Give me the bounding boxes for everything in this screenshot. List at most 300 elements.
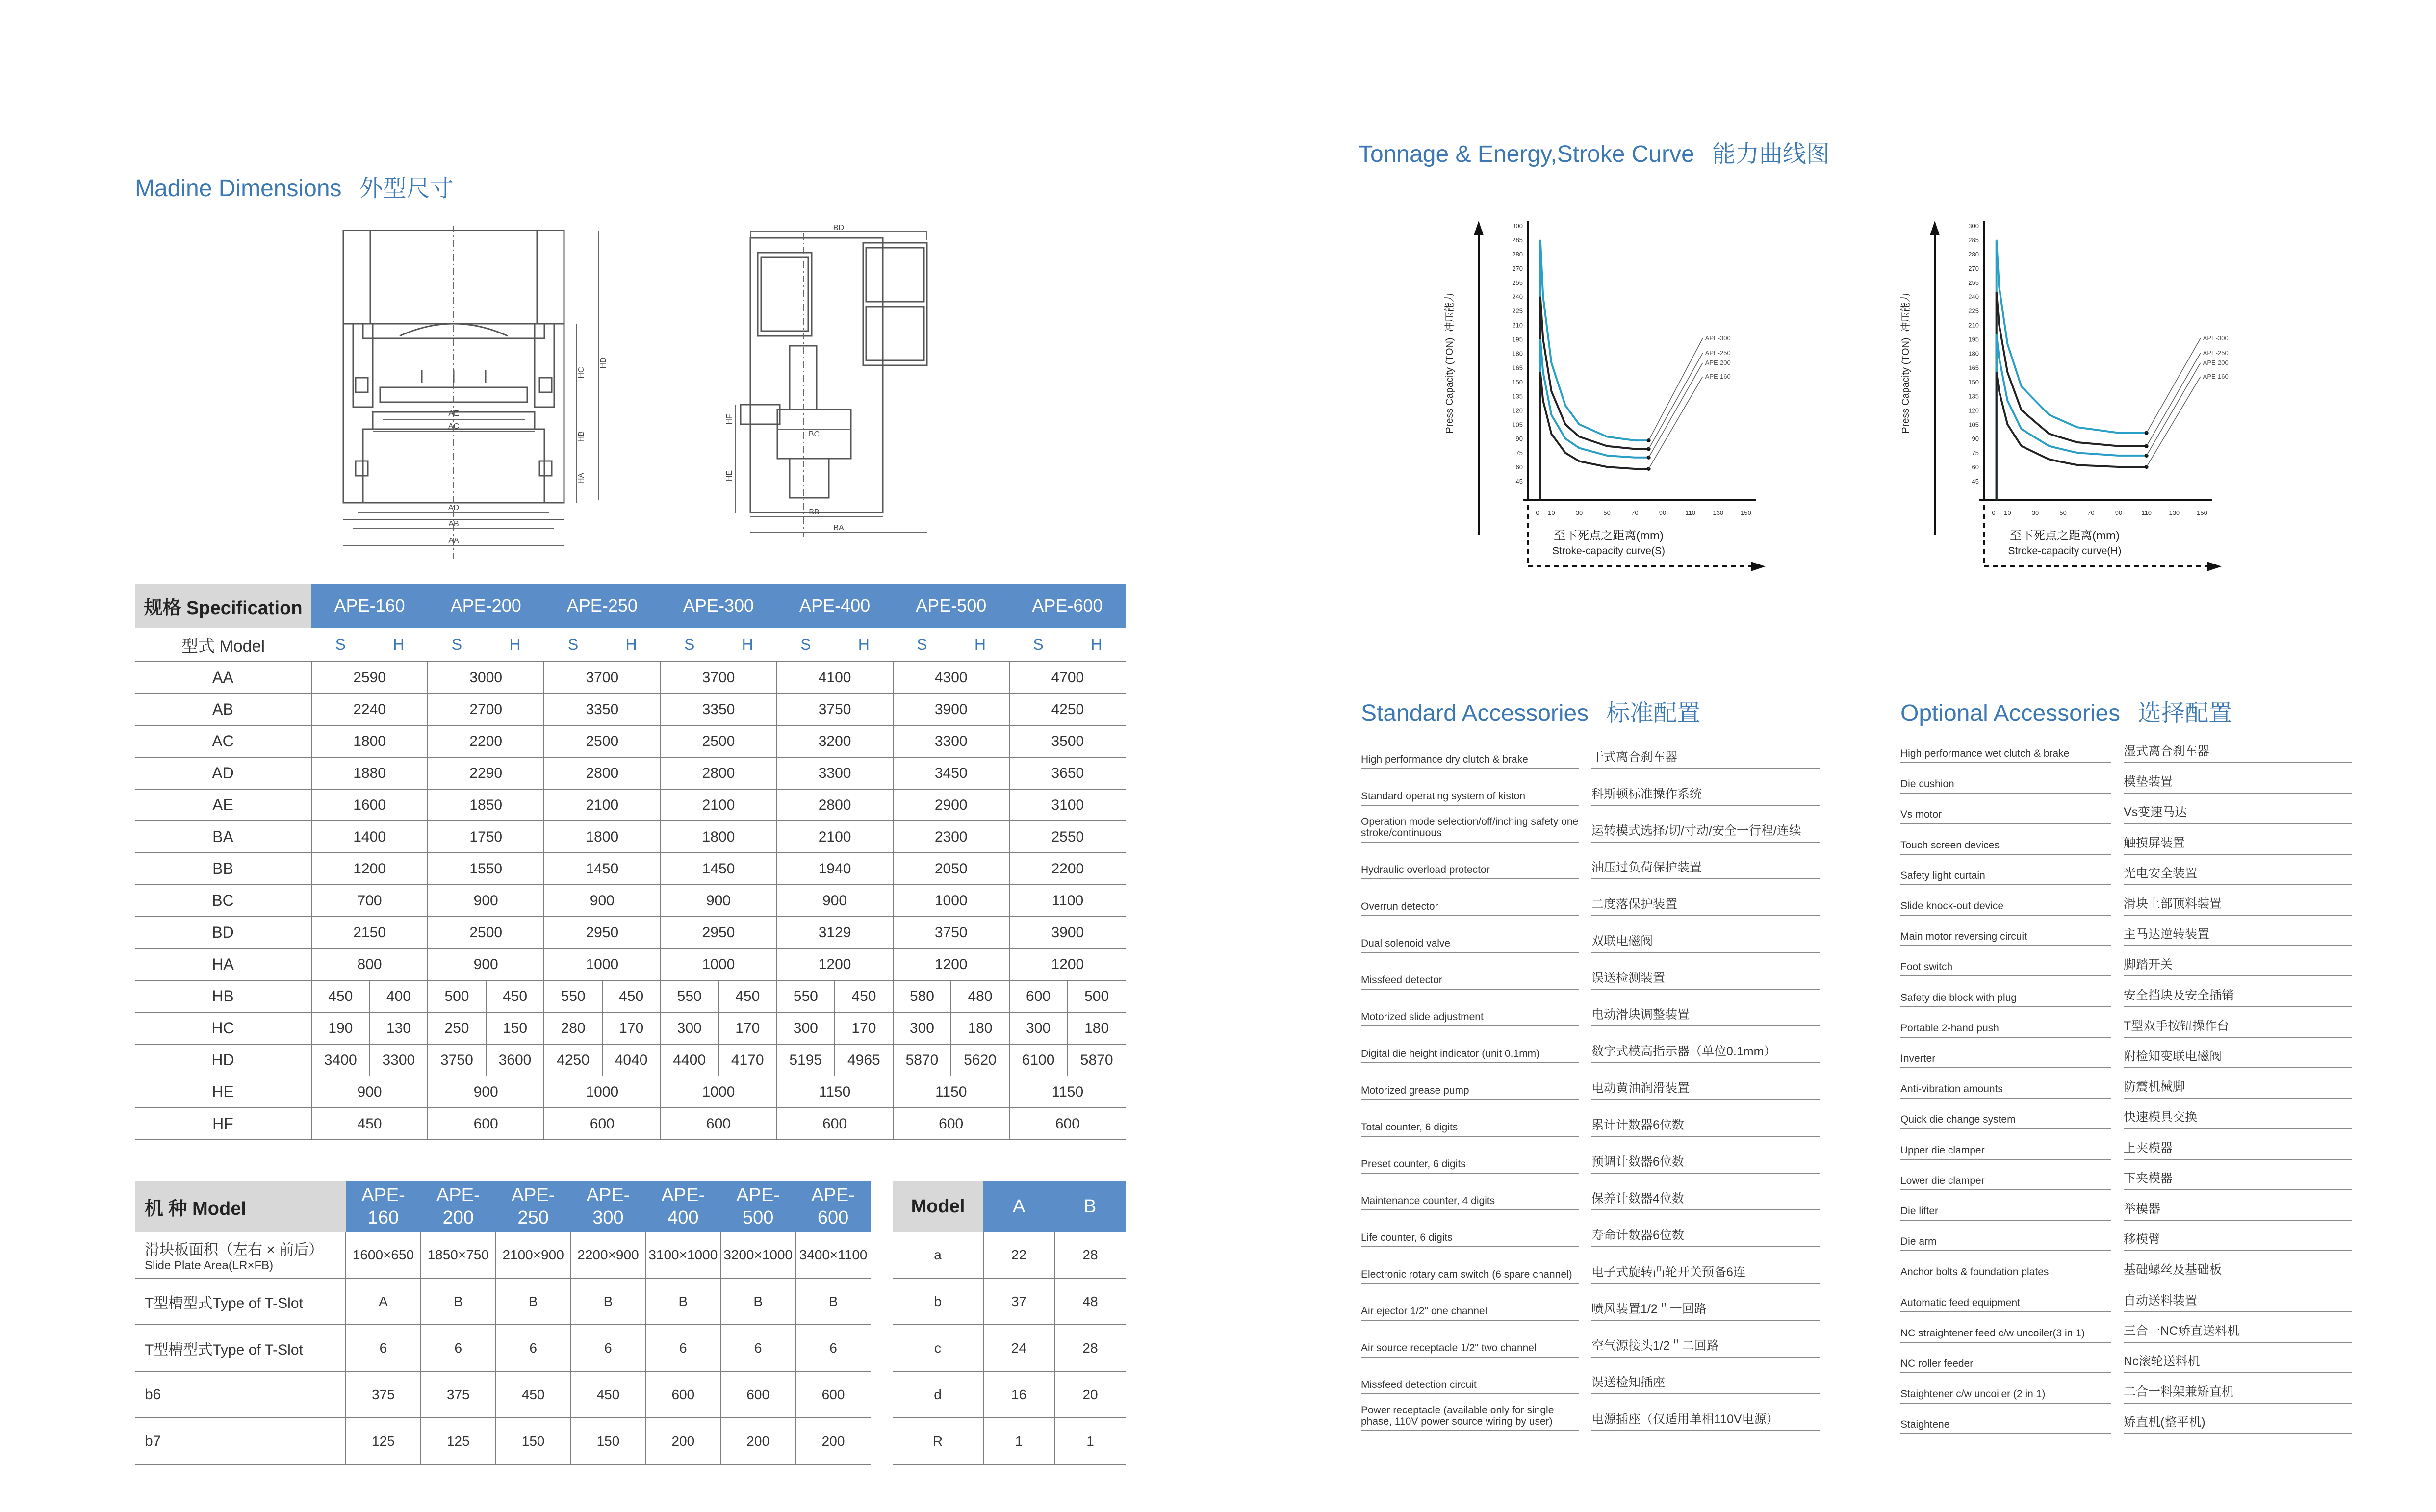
plate-model-header bbox=[421, 1181, 496, 1232]
plate-cell: 150 bbox=[496, 1418, 571, 1464]
accessory-item bbox=[1900, 1375, 2352, 1406]
spec-cell: 3600 bbox=[486, 1044, 544, 1076]
plate-cell: B bbox=[496, 1278, 571, 1325]
accessory-name-zh: 科斯顿标准操作系统 bbox=[1591, 784, 1820, 806]
accessory-name-zh: 主马达逆转装置 bbox=[2124, 924, 2352, 946]
accessory-name-en: Touch screen devices bbox=[1900, 840, 2111, 855]
spec-cell: 2500 bbox=[428, 917, 544, 948]
spec-row bbox=[135, 1108, 1126, 1140]
plate-cell: 375 bbox=[346, 1371, 421, 1418]
spec-cell: 1000 bbox=[660, 1076, 776, 1108]
series-label: APE-200 bbox=[1705, 359, 1731, 366]
spec-cell: 3300 bbox=[370, 1044, 428, 1076]
accessory-name-zh: 电源插座（仅适用单相110V电源） bbox=[1591, 1409, 1820, 1431]
series-label: APE-160 bbox=[1705, 373, 1731, 380]
spec-cell: 1200 bbox=[777, 948, 893, 980]
y-axis-title-en: Press Capacity (TON) bbox=[1444, 337, 1455, 434]
plate-cell: 375 bbox=[421, 1371, 496, 1418]
accessory-name-en: Standard operating system of kiston bbox=[1361, 791, 1579, 806]
accessory-item bbox=[1900, 1192, 2352, 1223]
accessory-item bbox=[1361, 888, 1820, 918]
y-arrow-head bbox=[1474, 221, 1484, 235]
stroke-capacity-chart-h bbox=[1898, 216, 2251, 574]
spec-row bbox=[135, 885, 1126, 917]
accessory-item bbox=[1361, 1403, 1820, 1433]
spec-cell: 2300 bbox=[893, 821, 1009, 853]
accessory-name-en: Missfeed detector bbox=[1361, 974, 1579, 990]
plate-model-prefix: APE- bbox=[811, 1185, 855, 1205]
accessory-item bbox=[1900, 735, 2352, 765]
spec-row bbox=[135, 693, 1126, 725]
accessory-name-zh: 保养计数器4位数 bbox=[1591, 1189, 1820, 1210]
spec-cell: 4040 bbox=[602, 1044, 661, 1076]
series-label: APE-250 bbox=[1705, 349, 1731, 357]
y-tick-label: 150 bbox=[1968, 378, 1979, 386]
accessory-name-en: Lower die clamper bbox=[1900, 1175, 2111, 1190]
y-tick-label: 45 bbox=[1972, 478, 1979, 486]
spec-cell: 2100 bbox=[777, 821, 893, 853]
plate-cell: 600 bbox=[645, 1371, 720, 1418]
spec-cell: 2590 bbox=[311, 662, 428, 693]
ab-row-label: b bbox=[893, 1278, 983, 1325]
accessory-name-zh: 喷风装置1/2＂一回路 bbox=[1591, 1299, 1820, 1321]
y-tick-label: 150 bbox=[1512, 378, 1523, 386]
accessory-item bbox=[1900, 1040, 2352, 1070]
plate-cell: 1850×750 bbox=[421, 1232, 496, 1278]
y-tick-label: 195 bbox=[1968, 335, 1979, 343]
spec-sub-h: H bbox=[951, 628, 1009, 662]
plate-cell: 3400×1100 bbox=[795, 1232, 871, 1278]
spec-cell: 3500 bbox=[1009, 725, 1126, 757]
accessory-name-zh: 安全挡块及安全插销 bbox=[2124, 986, 2352, 1007]
spec-cell: 1200 bbox=[1009, 948, 1126, 980]
series-line bbox=[1540, 339, 1649, 500]
y-tick-label: 90 bbox=[1972, 435, 1979, 443]
accessory-name-en: Overrun detector bbox=[1361, 901, 1579, 916]
accessory-name-zh: 光电安全装置 bbox=[2124, 864, 2352, 885]
plate-model-prefix: APE- bbox=[586, 1185, 630, 1205]
spec-cell: 150 bbox=[486, 1012, 544, 1044]
x-tick-label: 130 bbox=[1713, 509, 1724, 516]
series-line bbox=[1997, 334, 2147, 500]
spec-cell: 4700 bbox=[1009, 662, 1126, 693]
spec-cell: 2100 bbox=[660, 789, 776, 821]
accessory-name-en: High performance wet clutch & brake bbox=[1900, 748, 2111, 763]
y-tick-label: 165 bbox=[1968, 364, 1979, 372]
y-tick-label: 165 bbox=[1512, 364, 1523, 372]
accessory-name-zh: 移模臂 bbox=[2124, 1230, 2352, 1251]
label-hd: HD bbox=[599, 357, 608, 369]
spec-row bbox=[135, 917, 1126, 948]
spec-cell: 3900 bbox=[1009, 917, 1126, 948]
accessory-name-en: Anchor bolts & foundation plates bbox=[1900, 1266, 2111, 1281]
accessory-name-en: Upper die clamper bbox=[1900, 1145, 2111, 1160]
spec-row-label: BD bbox=[135, 917, 311, 948]
accessory-name-zh: 快速模具交换 bbox=[2124, 1107, 2352, 1129]
spec-cell: 900 bbox=[428, 1076, 544, 1108]
y-tick-label: 225 bbox=[1512, 307, 1523, 315]
spec-cell: 1850 bbox=[428, 789, 544, 821]
y-tick-label: 270 bbox=[1512, 264, 1523, 272]
y-axis-title bbox=[1900, 292, 1911, 433]
spec-model-header: APE-300 bbox=[660, 584, 776, 628]
plate-cell: B bbox=[421, 1278, 496, 1325]
accessory-item bbox=[1900, 1162, 2352, 1192]
ab-row-label: c bbox=[893, 1325, 983, 1371]
accessory-item bbox=[1900, 1406, 2352, 1436]
spec-cell: 1800 bbox=[544, 821, 660, 853]
plate-cell: 6 bbox=[571, 1325, 646, 1371]
spec-cell: 1450 bbox=[660, 853, 776, 885]
accessory-name-en: Air source receptacle 1/2" two channel bbox=[1361, 1342, 1579, 1358]
accessory-name-zh: T型双手按钮操作台 bbox=[2124, 1016, 2352, 1038]
label-ab: AB bbox=[448, 520, 459, 528]
y-tick-label: 90 bbox=[1515, 435, 1523, 443]
accessory-item bbox=[1361, 998, 1820, 1028]
spec-row-label: HF bbox=[135, 1108, 311, 1140]
label-bd: BD bbox=[833, 224, 845, 232]
series-label: APE-160 bbox=[2203, 373, 2229, 380]
ab-cell: 16 bbox=[983, 1371, 1054, 1418]
plate-row bbox=[135, 1325, 871, 1371]
ab-row-label: d bbox=[893, 1371, 983, 1418]
accessory-name-zh: 运转模式选择/切/寸动/安全一行程/连续 bbox=[1591, 821, 1820, 843]
spec-cell: 170 bbox=[602, 1012, 661, 1044]
accessory-item bbox=[1361, 814, 1820, 845]
plate-row-label bbox=[135, 1418, 346, 1464]
accessory-name-zh: Nc滚轮送料机 bbox=[2124, 1352, 2352, 1373]
spec-sub-s: S bbox=[428, 628, 486, 662]
plate-cell: 6 bbox=[346, 1325, 421, 1371]
spec-cell: 500 bbox=[428, 980, 486, 1012]
series-end-point bbox=[2145, 444, 2149, 448]
accessory-item bbox=[1361, 1329, 1820, 1359]
accessory-item bbox=[1361, 777, 1820, 808]
spec-sub-s: S bbox=[544, 628, 602, 662]
y-tick-label: 280 bbox=[1968, 250, 1979, 258]
side-view-drawing bbox=[721, 223, 942, 542]
standard-accessories-title bbox=[1361, 694, 1700, 728]
spec-cell: 1150 bbox=[1009, 1076, 1126, 1108]
accessory-item bbox=[1900, 765, 2352, 795]
series-leader-line bbox=[2147, 338, 2201, 433]
plate-model-prefix: APE- bbox=[661, 1185, 705, 1205]
spec-cell: 550 bbox=[777, 980, 835, 1012]
y-tick-label: 180 bbox=[1512, 350, 1523, 358]
spec-cell: 1000 bbox=[544, 1076, 660, 1108]
spec-cell: 2150 bbox=[311, 917, 428, 948]
series-leader-line bbox=[1649, 363, 1703, 458]
spec-sub-h: H bbox=[370, 628, 428, 662]
standard-accessories-title-en: Standard Accessories bbox=[1361, 700, 1589, 726]
plate-cell: 200 bbox=[795, 1418, 871, 1464]
accessory-name-en: Maintenance counter, 4 digits bbox=[1361, 1195, 1579, 1210]
spec-cell: 1150 bbox=[893, 1076, 1009, 1108]
accessory-item bbox=[1361, 1072, 1820, 1102]
accessory-name-en: Digital die height indicator (unit 0.1mm) bbox=[1361, 1048, 1579, 1063]
spec-cell: 3700 bbox=[544, 662, 660, 693]
spec-cell: 1400 bbox=[311, 821, 428, 853]
accessory-name-zh: 滑块上部顶料装置 bbox=[2124, 894, 2352, 916]
accessory-name-en: Quick die change system bbox=[1900, 1114, 2111, 1129]
spec-cell: 3300 bbox=[893, 725, 1009, 757]
y-arrow-head bbox=[1930, 221, 1940, 235]
ab-row bbox=[893, 1232, 1126, 1278]
spec-cell: 4250 bbox=[544, 1044, 602, 1076]
spec-row bbox=[135, 948, 1126, 980]
spec-row-label: AD bbox=[135, 757, 311, 789]
accessory-item bbox=[1361, 851, 1820, 881]
standard-accessories-title-zh: 标准配置 bbox=[1606, 700, 1701, 726]
ab-row bbox=[893, 1278, 1126, 1325]
accessory-name-zh: 湿式离合刹车器 bbox=[2124, 742, 2352, 763]
accessory-item bbox=[1361, 1292, 1820, 1323]
spec-cell: 2950 bbox=[544, 917, 660, 948]
accessory-name-en: Die cushion bbox=[1900, 778, 2111, 794]
y-tick-label: 120 bbox=[1512, 407, 1523, 414]
spec-sub-s: S bbox=[893, 628, 951, 662]
spec-model-header: APE-600 bbox=[1009, 584, 1126, 628]
y-axis-title-zh: 冲压能力 bbox=[1444, 292, 1455, 332]
accessory-item bbox=[1900, 1223, 2352, 1253]
plate-row-label-text: T型槽型式Type of T-Slot bbox=[145, 1295, 303, 1311]
chart-caption: Stroke-capacity curve(H) bbox=[2008, 545, 2122, 557]
spec-cell: 450 bbox=[835, 980, 893, 1012]
specification-table bbox=[135, 584, 1126, 1140]
accessory-item bbox=[1361, 741, 1820, 771]
accessory-name-en: Electronic rotary cam switch (6 spare channel) bbox=[1361, 1269, 1579, 1284]
spec-cell: 4170 bbox=[718, 1044, 777, 1076]
accessory-name-en: Air ejector 1/2" one channel bbox=[1361, 1306, 1579, 1321]
accessory-name-en: Die arm bbox=[1900, 1236, 2111, 1251]
accessory-name-zh: 附检知变联电磁阀 bbox=[2124, 1047, 2352, 1068]
spec-cell: 400 bbox=[370, 980, 428, 1012]
y-tick-label: 135 bbox=[1512, 392, 1523, 400]
plate-cell: B bbox=[720, 1278, 795, 1325]
accessory-item bbox=[1900, 1345, 2352, 1375]
plate-row bbox=[135, 1278, 871, 1325]
y-tick-label: 75 bbox=[1972, 449, 1979, 457]
spec-cell: 130 bbox=[370, 1012, 428, 1044]
x-tick-label: 70 bbox=[1631, 509, 1639, 516]
plate-model-number: 500 bbox=[742, 1207, 774, 1228]
spec-cell: 2800 bbox=[777, 789, 893, 821]
spec-cell: 300 bbox=[777, 1012, 835, 1044]
label-aa: AA bbox=[448, 537, 459, 545]
accessory-name-en: Power receptacle (available only for single phase, 110V power source wiring by user) bbox=[1361, 1405, 1579, 1431]
spec-cell: 550 bbox=[544, 980, 602, 1012]
accessory-name-zh: 误送检测装置 bbox=[1591, 968, 1820, 990]
x-tick-label: 50 bbox=[2059, 509, 2067, 516]
y-tick-label: 240 bbox=[1512, 293, 1523, 301]
x-tick-label: 90 bbox=[1659, 509, 1667, 516]
dimensions-title bbox=[135, 169, 454, 203]
spec-cell: 300 bbox=[660, 1012, 718, 1044]
ab-row bbox=[893, 1371, 1126, 1418]
accessory-name-zh: 双联电磁阀 bbox=[1591, 931, 1820, 953]
spec-cell: 3200 bbox=[777, 725, 893, 757]
y-tick-label: 195 bbox=[1512, 335, 1523, 343]
accessory-item bbox=[1900, 1131, 2352, 1162]
spec-cell: 450 bbox=[718, 980, 777, 1012]
plate-model-header bbox=[571, 1181, 646, 1232]
plate-model-header bbox=[346, 1181, 421, 1232]
accessory-name-zh: 防震机械脚 bbox=[2124, 1077, 2352, 1099]
accessory-name-en: Motorized slide adjustment bbox=[1361, 1011, 1579, 1026]
spec-row bbox=[135, 980, 1126, 1012]
y-tick-label: 240 bbox=[1968, 293, 1979, 301]
plate-row-sublabel: Slide Plate Area(LR×FB) bbox=[145, 1258, 274, 1272]
plate-cell: 6 bbox=[421, 1325, 496, 1371]
model-ab-table bbox=[893, 1181, 1126, 1465]
spec-model-header: APE-250 bbox=[544, 584, 660, 628]
series-leader-line bbox=[1649, 377, 1703, 469]
y-tick-label: 60 bbox=[1972, 463, 1979, 471]
spec-cell: 450 bbox=[311, 1108, 428, 1140]
plate-row-label-text: 滑块板面积（左右 × 前后） bbox=[145, 1241, 324, 1258]
ab-header-a: A bbox=[983, 1181, 1054, 1232]
x-tick-label: 150 bbox=[1741, 509, 1751, 516]
plate-cell: 6 bbox=[496, 1325, 571, 1371]
dimensions-title-en: Madine Dimensions bbox=[135, 176, 342, 202]
accessory-name-zh: 模垫装置 bbox=[2124, 772, 2352, 794]
accessory-item bbox=[1900, 979, 2352, 1009]
spec-cell: 2500 bbox=[660, 725, 776, 757]
accessory-name-en: Hydraulic overload protector bbox=[1361, 864, 1579, 879]
x-tick-label: 50 bbox=[1603, 509, 1611, 516]
series-line bbox=[1997, 240, 2147, 500]
plate-cell: 6 bbox=[645, 1325, 720, 1371]
series-line bbox=[1540, 297, 1649, 500]
curves-title bbox=[1359, 135, 1830, 169]
spec-cell: 500 bbox=[1067, 980, 1126, 1012]
accessory-item bbox=[1361, 1219, 1820, 1249]
spec-cell: 900 bbox=[544, 885, 660, 917]
accessory-name-en: Foot switch bbox=[1900, 961, 2111, 976]
plate-row-label-text: T型槽型式Type of T-Slot bbox=[145, 1341, 303, 1358]
spec-row bbox=[135, 662, 1126, 693]
accessory-name-zh: Vs变速马达 bbox=[2124, 802, 2352, 824]
spec-row-label: BB bbox=[135, 853, 311, 885]
accessory-item bbox=[1900, 1009, 2352, 1040]
y-tick-label: 105 bbox=[1512, 421, 1523, 429]
plate-cell: 6 bbox=[720, 1325, 795, 1371]
spec-cell: 1800 bbox=[311, 725, 428, 757]
spec-cell: 5870 bbox=[893, 1044, 951, 1076]
plate-model-prefix: APE- bbox=[436, 1185, 480, 1205]
spec-cell: 1550 bbox=[428, 853, 544, 885]
accessory-item bbox=[1361, 1182, 1820, 1212]
plate-model-number: 200 bbox=[442, 1207, 474, 1228]
label-ac: AC bbox=[448, 422, 460, 431]
front-view-drawing bbox=[333, 226, 638, 559]
accessory-name-en: Staightene bbox=[1900, 1419, 2111, 1434]
x-axis-title: 至下死点之距离(mm) bbox=[1554, 529, 1664, 542]
accessory-item bbox=[1900, 1284, 2352, 1314]
plate-model-number: 400 bbox=[667, 1207, 699, 1228]
series-line bbox=[1540, 372, 1649, 500]
spec-cell: 700 bbox=[311, 885, 428, 917]
accessory-item bbox=[1900, 1070, 2352, 1101]
spec-cell: 1600 bbox=[311, 789, 428, 821]
spec-sub-s: S bbox=[311, 628, 370, 662]
spec-cell: 4965 bbox=[835, 1044, 893, 1076]
series-line bbox=[1997, 292, 2147, 500]
plate-model-number: 300 bbox=[592, 1207, 624, 1228]
plate-row-label bbox=[135, 1371, 346, 1418]
plate-model-number: 250 bbox=[517, 1207, 549, 1228]
spec-row-label: BA bbox=[135, 821, 311, 853]
plate-cell: 2100×900 bbox=[496, 1232, 571, 1278]
spec-cell: 300 bbox=[1009, 1012, 1068, 1044]
spec-corner-label: 规格 Specification bbox=[135, 584, 311, 628]
spec-cell: 3750 bbox=[893, 917, 1009, 948]
accessory-item bbox=[1900, 826, 2352, 857]
label-ad: AD bbox=[448, 504, 460, 512]
label-hb: HB bbox=[577, 431, 586, 442]
spec-cell: 600 bbox=[544, 1108, 660, 1140]
plate-cell: B bbox=[795, 1278, 871, 1325]
accessory-item bbox=[1900, 1253, 2352, 1283]
spec-cell: 600 bbox=[428, 1108, 544, 1140]
spec-row bbox=[135, 789, 1126, 821]
plate-cell: A bbox=[346, 1278, 421, 1325]
series-leader-line bbox=[1649, 338, 1703, 440]
y-tick-label: 180 bbox=[1968, 350, 1979, 358]
optional-accessories-title bbox=[1900, 694, 2232, 728]
series-leader-line bbox=[1649, 353, 1703, 449]
accessory-name-en: Slide knock-out device bbox=[1900, 900, 2111, 916]
accessory-item bbox=[1361, 1366, 1820, 1396]
ab-cell: 24 bbox=[983, 1325, 1054, 1371]
accessory-name-zh: 脚踏开关 bbox=[2124, 955, 2352, 976]
plate-row-label-text: b6 bbox=[145, 1386, 161, 1403]
series-label: APE-300 bbox=[2203, 334, 2229, 342]
accessory-name-en: NC straightener feed c/w uncoiler(3 in 1) bbox=[1900, 1328, 2111, 1343]
accessory-name-en: Preset counter, 6 digits bbox=[1361, 1158, 1579, 1174]
series-line bbox=[1997, 372, 2147, 500]
plate-cell: 125 bbox=[421, 1418, 496, 1464]
y-tick-label: 225 bbox=[1968, 307, 1979, 315]
spec-cell: 900 bbox=[311, 1076, 428, 1108]
plate-model-header bbox=[645, 1181, 720, 1232]
spec-cell: 3900 bbox=[893, 693, 1009, 725]
spec-row bbox=[135, 1012, 1126, 1044]
spec-cell: 2950 bbox=[660, 917, 776, 948]
spec-sub-s: S bbox=[1009, 628, 1068, 662]
spec-sub-s: S bbox=[660, 628, 718, 662]
spec-model-header: APE-200 bbox=[428, 584, 544, 628]
plate-cell: B bbox=[571, 1278, 646, 1325]
plate-cell: 450 bbox=[571, 1371, 646, 1418]
spec-cell: 600 bbox=[777, 1108, 893, 1140]
plate-row bbox=[135, 1418, 871, 1464]
plate-cell: 125 bbox=[346, 1418, 421, 1464]
plate-model-header bbox=[795, 1181, 871, 1232]
accessory-name-zh: 空气源接头1/2＂二回路 bbox=[1591, 1336, 1820, 1358]
dimensions-title-zh: 外型尺寸 bbox=[359, 176, 454, 202]
spec-cell: 1750 bbox=[428, 821, 544, 853]
spec-cell: 300 bbox=[893, 1012, 951, 1044]
spec-cell: 3750 bbox=[428, 1044, 486, 1076]
x-tick-label: 70 bbox=[2087, 509, 2095, 516]
spec-row-label: AE bbox=[135, 789, 311, 821]
spec-cell: 1000 bbox=[660, 948, 776, 980]
accessory-name-en: Staightener c/w uncoiler (2 in 1) bbox=[1900, 1388, 2111, 1404]
plate-cell: 1600×650 bbox=[346, 1232, 421, 1278]
spec-sub-h: H bbox=[602, 628, 661, 662]
accessory-name-en: Main motor reversing circuit bbox=[1900, 931, 2111, 946]
